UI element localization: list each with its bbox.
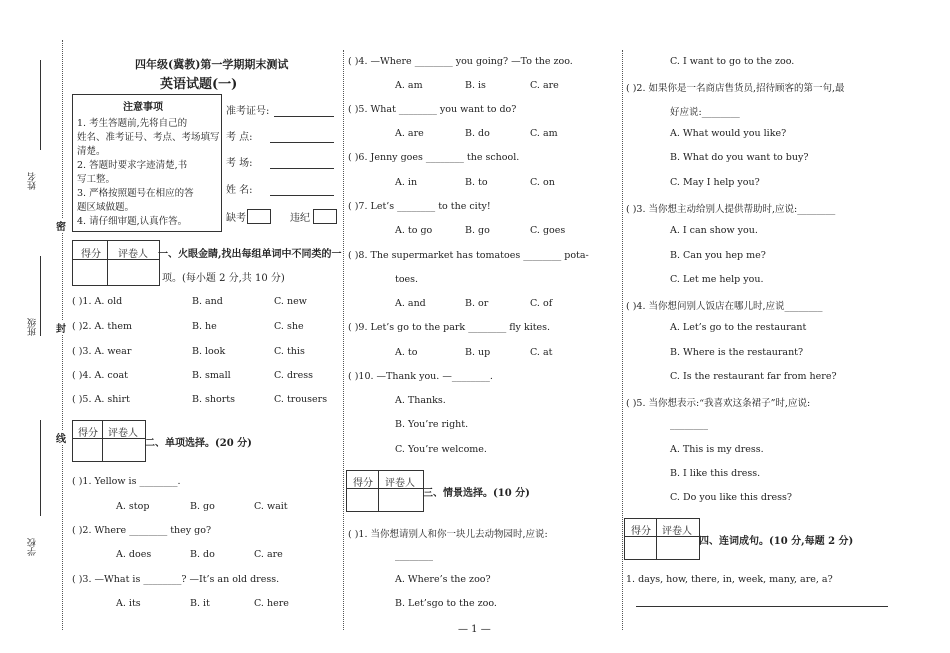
- s3-q4-c: C. Is the restaurant far from here?: [670, 371, 837, 382]
- s2-q2: ( )2. Where ________ they go?: [72, 525, 212, 536]
- page-title: 四年级(冀教)第一学期期末测试: [135, 58, 289, 71]
- s3-q3: ( )3. 当你想主动给别人提供帮助时,应说:________: [626, 204, 836, 215]
- s1-q3-b: B. look: [192, 346, 226, 357]
- exam-site-field[interactable]: [270, 142, 334, 143]
- s2-q8-c: C. of: [530, 298, 553, 309]
- s3-q1: ( )1. 当你想请别人和你一块儿去动物园时,应说:: [348, 529, 548, 540]
- notice-line: 1. 考生答题前,先将自己的: [77, 118, 188, 129]
- s3-q1-c: C. I want to go to the zoo.: [670, 56, 795, 67]
- s2-q9-a: A. to: [395, 347, 418, 358]
- s2-q10-a: A. Thanks.: [395, 395, 446, 406]
- section3-title: 三、情景选择。(10 分): [423, 488, 530, 499]
- s2-q6: ( )6. Jenny goes ________ the school.: [348, 152, 520, 163]
- s3-q3-a: A. I can show you.: [670, 225, 758, 236]
- student-name-label: 姓 名:: [226, 185, 253, 196]
- column-divider-2: [622, 50, 623, 630]
- notice-line: 姓名、准考证号、考点、考场填写: [77, 132, 220, 143]
- s3-q3-c: C. Let me help you.: [670, 274, 764, 285]
- s2-q8: ( )8. The supermarket has tomatoes ________ pota-: [348, 250, 589, 261]
- exam-room-label: 考 场:: [226, 158, 253, 169]
- s2-q1: ( )1. Yellow is ________.: [72, 476, 181, 487]
- binding-feng: 封: [56, 320, 66, 335]
- section2-score-box: [72, 420, 146, 462]
- margin-school-label: 学校: [28, 538, 38, 556]
- s2-q2-a: A. does: [116, 549, 152, 560]
- score-label: 得分: [81, 249, 101, 260]
- s1-q4: ( )4. A. coat: [72, 370, 128, 381]
- page-number: — 1 —: [458, 624, 491, 635]
- s3-q1-b: B. Let’sgo to the zoo.: [395, 598, 497, 609]
- s1-q2-c: C. she: [274, 321, 304, 332]
- s1-q5-b: B. shorts: [192, 394, 235, 405]
- exam-number-label: 准考证号:: [226, 106, 270, 117]
- s2-q5-c: C. am: [530, 128, 558, 139]
- score-label: 得分: [631, 526, 651, 537]
- grader-label: 评卷人: [662, 526, 692, 537]
- s3-q2-c: C. May I help you?: [670, 177, 760, 188]
- s4-q1-answer-line[interactable]: [636, 606, 888, 607]
- violation-checkbox[interactable]: [313, 209, 337, 224]
- page-subtitle: 英语试题(一): [160, 77, 238, 92]
- s2-q3-a: A. its: [116, 598, 141, 609]
- s3-q4-b: B. Where is the restaurant?: [670, 347, 804, 358]
- score-label: 得分: [78, 428, 98, 439]
- s4-q1: 1. days, how, there, in, week, many, are, a?: [626, 574, 833, 585]
- s2-q7-a: A. to go: [395, 225, 433, 236]
- section4-score-box: [624, 518, 700, 560]
- absent-checkbox[interactable]: [247, 209, 271, 224]
- s2-q4-b: B. is: [465, 80, 486, 91]
- exam-site-label: 考 点:: [226, 132, 253, 143]
- score-label: 得分: [353, 478, 373, 489]
- s2-q8-b: B. or: [465, 298, 489, 309]
- s2-q5-b: B. do: [465, 128, 490, 139]
- s2-q2-b: B. do: [190, 549, 215, 560]
- s2-q5: ( )5. What ________ you want to do?: [348, 104, 517, 115]
- s2-q6-c: C. on: [530, 177, 555, 188]
- s2-q6-b: B. to: [465, 177, 488, 188]
- s3-q2-a: A. What would you like?: [670, 128, 787, 139]
- s2-q1-c: C. wait: [254, 501, 288, 512]
- section1-title: 一、火眼金睛,找出每组单词中不同类的一: [158, 249, 342, 260]
- s1-q2-b: B. he: [192, 321, 217, 332]
- s2-q10-c: C. You’re welcome.: [395, 444, 487, 455]
- binding-xian: 线: [56, 430, 66, 445]
- s2-q3-c: C. here: [254, 598, 289, 609]
- section4-title: 四、连词成句。(10 分,每题 2 分): [699, 536, 854, 547]
- s3-q5: ( )5. 当你想表示:“我喜欢这条裙子”时,应说:: [626, 398, 811, 409]
- section1-title-cont: 项。(每小题 2 分,共 10 分): [162, 273, 285, 284]
- section2-title: 二、单项选择。(20 分): [145, 438, 252, 449]
- s2-q1-b: B. go: [190, 501, 215, 512]
- section1-score-box: [72, 240, 160, 286]
- s2-q7-c: C. goes: [530, 225, 566, 236]
- s2-q3-b: B. it: [190, 598, 210, 609]
- notice-line: 3. 严格按照题号在相应的答: [77, 188, 194, 199]
- s3-q5-blank: ________: [670, 419, 708, 430]
- s2-q9-c: C. at: [530, 347, 553, 358]
- grader-label: 评卷人: [118, 249, 148, 260]
- grader-label: 评卷人: [108, 428, 138, 439]
- grader-label: 评卷人: [385, 478, 415, 489]
- s3-q2-cont: 好应说:________: [670, 107, 740, 118]
- s1-q5: ( )5. A. shirt: [72, 394, 130, 405]
- s3-q3-b: B. Can you hep me?: [670, 250, 766, 261]
- s1-q1: ( )1. A. old: [72, 296, 123, 307]
- notice-box: [72, 94, 222, 232]
- section3-score-box: [346, 470, 424, 512]
- s1-q2: ( )2. A. them: [72, 321, 132, 332]
- s1-q4-b: B. small: [192, 370, 231, 381]
- s2-q2-c: C. are: [254, 549, 283, 560]
- s1-q5-c: C. trousers: [274, 394, 328, 405]
- s3-q1-blank: ________: [395, 550, 433, 561]
- s2-q4-a: A. am: [395, 80, 423, 91]
- s2-q3: ( )3. —What is ________? —It’s an old dress.: [72, 574, 280, 585]
- s1-q3: ( )3. A. wear: [72, 346, 132, 357]
- s2-q8-cont: toes.: [395, 274, 419, 285]
- student-name-field[interactable]: [270, 195, 334, 196]
- s3-q4-a: A. Let’s go to the restaurant: [670, 322, 807, 333]
- s3-q2: ( )2. 如果你是一名商店售货员,招待顾客的第一句,最: [626, 83, 845, 94]
- notice-heading: 注意事项: [123, 102, 163, 113]
- binding-line: [62, 40, 63, 630]
- s1-q1-c: C. new: [274, 296, 307, 307]
- s2-q1-a: A. stop: [116, 501, 150, 512]
- notice-line: 清楚。: [77, 146, 106, 157]
- s3-q5-b: B. I like this dress.: [670, 468, 761, 479]
- s3-q5-c: C. Do you like this dress?: [670, 492, 792, 503]
- s2-q7: ( )7. Let’s ________ to the city!: [348, 201, 491, 212]
- s3-q5-a: A. This is my dress.: [670, 444, 764, 455]
- s2-q10-b: B. You’re right.: [395, 419, 469, 430]
- s2-q9: ( )9. Let’s go to the park ________ fly kites.: [348, 322, 551, 333]
- s2-q4-c: C. are: [530, 80, 559, 91]
- absent-label: 缺考: [226, 213, 246, 224]
- notice-line: 写工整。: [77, 174, 116, 185]
- exam-number-field[interactable]: [274, 116, 334, 117]
- binding-mi: 密: [56, 218, 66, 233]
- violation-label: 违纪: [290, 213, 310, 224]
- column-divider-1: [343, 50, 344, 630]
- exam-room-field[interactable]: [270, 168, 334, 169]
- s2-q9-b: B. up: [465, 347, 491, 358]
- notice-line: 4. 请仔细审题,认真作答。: [77, 216, 188, 227]
- s2-q10: ( )10. —Thank you. —________.: [348, 371, 493, 382]
- s2-q7-b: B. go: [465, 225, 490, 236]
- s2-q6-a: A. in: [395, 177, 418, 188]
- s1-q4-c: C. dress: [274, 370, 313, 381]
- s1-q1-b: B. and: [192, 296, 223, 307]
- s3-q4: ( )4. 当你想问别人饭店在哪儿时,应说________: [626, 301, 823, 312]
- margin-name-label: 姓名: [28, 172, 38, 190]
- s3-q1-a: A. Where’s the zoo?: [395, 574, 491, 585]
- notice-line: 2. 答题时要求字迹清楚,书: [77, 160, 188, 171]
- s1-q3-c: C. this: [274, 346, 305, 357]
- margin-class-label: 班级: [28, 318, 38, 336]
- s2-q8-a: A. and: [395, 298, 426, 309]
- s2-q4: ( )4. —Where ________ you going? —To the zoo.: [348, 56, 573, 67]
- s3-q2-b: B. What do you want to buy?: [670, 152, 809, 163]
- s2-q5-a: A. are: [395, 128, 424, 139]
- notice-line: 题区域做题。: [77, 202, 135, 213]
